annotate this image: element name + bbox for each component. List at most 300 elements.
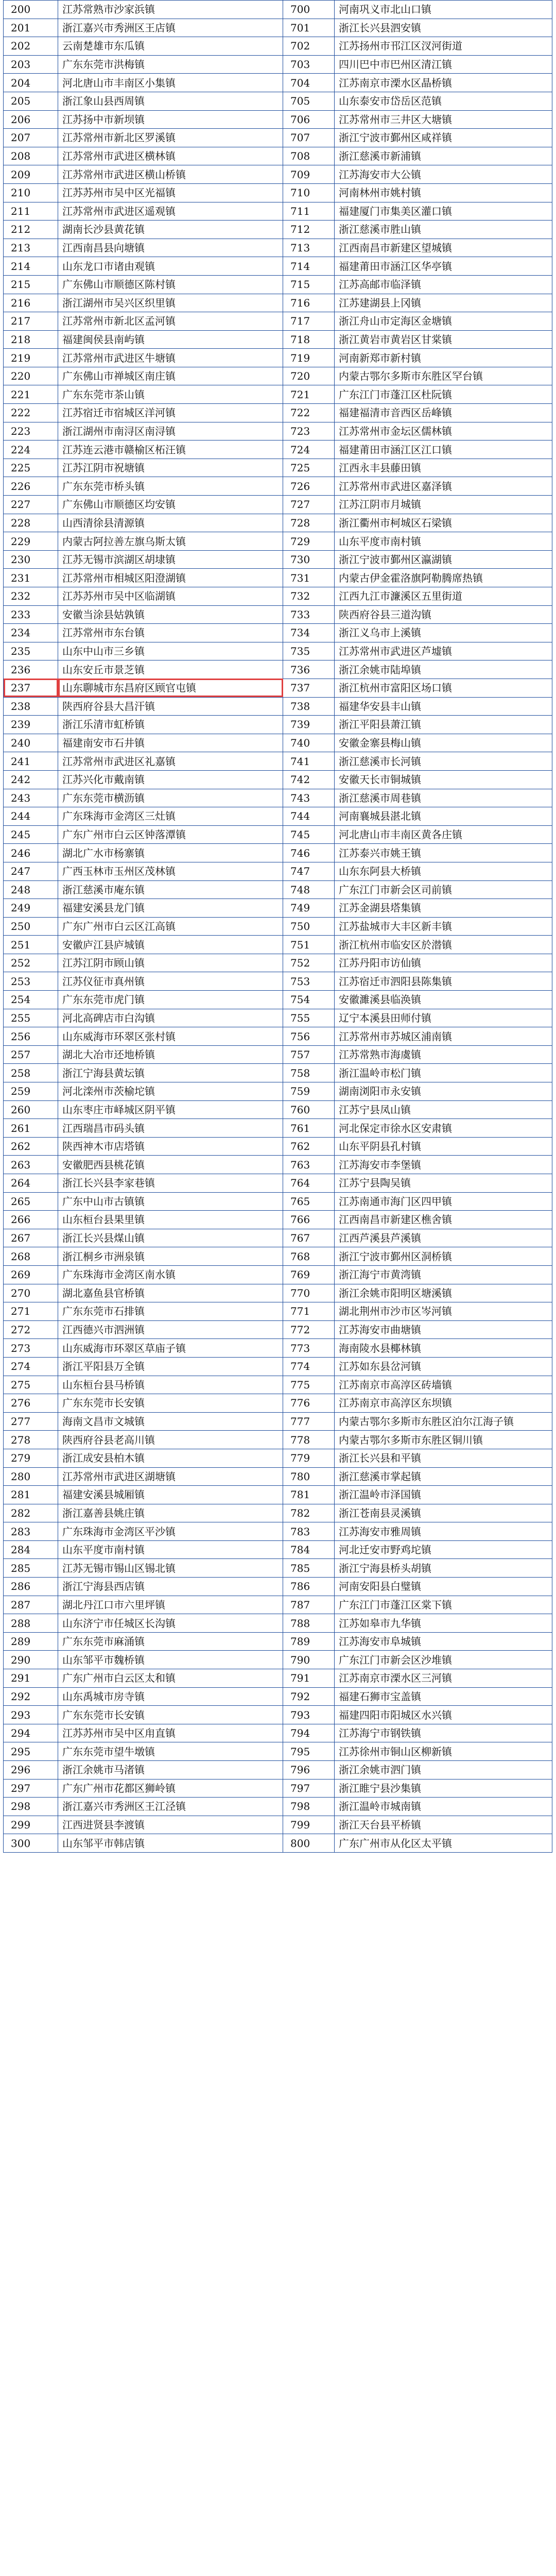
town-left-cell: 江西进贤县李渡镇 — [58, 1816, 283, 1834]
rank-right-cell: 718 — [283, 330, 335, 349]
rank-left-cell: 269 — [4, 1265, 58, 1284]
town-right-cell: 江苏南京市溧水区晶桥镇 — [335, 74, 552, 92]
town-left-cell: 江苏常州市相城区阳澄湖镇 — [58, 569, 283, 587]
town-right-cell: 江苏南京市溧水区三河镇 — [335, 1669, 552, 1688]
rank-left-cell: 250 — [4, 917, 58, 936]
table-row — [4, 716, 552, 734]
town-left-cell: 广东广州市白云区江高镇 — [58, 917, 283, 936]
town-left-cell: 福建安溪县城厢镇 — [58, 1486, 283, 1504]
rank-right-cell: 781 — [283, 1486, 335, 1504]
town-left-cell: 河北唐山市丰南区小集镇 — [58, 74, 283, 92]
rank-left-cell: 261 — [4, 1119, 58, 1138]
town-left-cell: 山东聊城市东昌府区顾官屯镇 — [58, 679, 283, 697]
rank-right-cell: 780 — [283, 1467, 335, 1486]
rank-left-cell: 256 — [4, 1027, 58, 1046]
town-left-cell: 江苏常州市武进区湖塘镇 — [58, 1467, 283, 1486]
table-row — [4, 367, 552, 385]
rank-right-cell: 794 — [283, 1724, 335, 1742]
town-right-cell: 内蒙古鄂尔多斯市东胜区罕台镇 — [335, 367, 552, 385]
table-row — [4, 1009, 552, 1027]
rank-left-cell: 202 — [4, 37, 58, 56]
rank-right-cell: 705 — [283, 92, 335, 110]
table-row — [4, 587, 552, 606]
town-right-cell: 江西芦溪县芦溪镇 — [335, 1229, 552, 1247]
town-right-cell: 江西南昌市新建区樵舍镇 — [335, 1211, 552, 1229]
rank-left-cell: 258 — [4, 1064, 58, 1082]
rank-right-cell: 730 — [283, 550, 335, 569]
rank-right-cell: 776 — [283, 1394, 335, 1413]
rank-left-cell: 288 — [4, 1614, 58, 1633]
rank-right-cell: 748 — [283, 880, 335, 899]
rank-left-cell: 217 — [4, 312, 58, 331]
table-row — [4, 1540, 552, 1559]
table-row — [4, 1265, 552, 1284]
table-row — [4, 569, 552, 587]
town-right-cell: 浙江苍南县灵溪镇 — [335, 1504, 552, 1522]
rank-right-cell: 767 — [283, 1229, 335, 1247]
rank-left-cell: 246 — [4, 844, 58, 862]
rank-left-cell: 214 — [4, 257, 58, 276]
town-right-cell: 江苏南京市高淳区砖墙镇 — [335, 1376, 552, 1394]
town-left-cell: 浙江嘉兴市秀洲区王江泾镇 — [58, 1798, 283, 1816]
town-left-cell: 浙江成安县柏木镇 — [58, 1449, 283, 1467]
town-left-cell: 江苏仪征市真州镇 — [58, 972, 283, 991]
town-right-cell: 浙江舟山市定海区金塘镇 — [335, 312, 552, 331]
town-right-cell: 安徽天长市铜城镇 — [335, 770, 552, 789]
table-row — [4, 19, 552, 37]
town-left-cell: 山东威海市环翠区张村镇 — [58, 1027, 283, 1046]
town-right-cell: 江苏南京市高淳区东坝镇 — [335, 1394, 552, 1413]
town-left-cell: 江苏无锡市滨湖区胡埭镇 — [58, 550, 283, 569]
town-right-cell: 江苏常熟市海虞镇 — [335, 1045, 552, 1064]
town-left-cell: 山西清徐县清源镇 — [58, 514, 283, 532]
town-right-cell: 安徽濉溪县临涣镇 — [335, 991, 552, 1009]
table-row — [4, 532, 552, 551]
town-right-cell: 河南襄城县湛北镇 — [335, 807, 552, 826]
town-right-cell: 辽宁本溪县田师付镇 — [335, 1009, 552, 1027]
table-row — [4, 1412, 552, 1431]
rank-left-cell: 255 — [4, 1009, 58, 1027]
town-left-cell: 云南楚雄市东瓜镇 — [58, 37, 283, 56]
table-row — [4, 330, 552, 349]
table-row — [4, 221, 552, 239]
town-left-cell: 江苏江阴市祝塘镇 — [58, 459, 283, 477]
town-right-cell: 内蒙古鄂尔多斯市东胜区铜川镇 — [335, 1431, 552, 1449]
town-right-cell: 浙江海宁市黄湾镇 — [335, 1265, 552, 1284]
table-row — [4, 1027, 552, 1046]
rank-right-cell: 763 — [283, 1156, 335, 1174]
rank-left-cell: 267 — [4, 1229, 58, 1247]
town-left-cell: 海南文昌市文城镇 — [58, 1412, 283, 1431]
town-left-cell: 广东东莞市望牛墩镇 — [58, 1742, 283, 1761]
rank-right-cell: 784 — [283, 1540, 335, 1559]
table-row — [4, 1174, 552, 1193]
table-row — [4, 789, 552, 807]
table-row — [4, 1522, 552, 1541]
rank-left-cell: 296 — [4, 1761, 58, 1780]
town-left-cell: 广东佛山市顺德区陈村镇 — [58, 275, 283, 294]
rank-right-cell: 786 — [283, 1578, 335, 1596]
table-row — [4, 1431, 552, 1449]
rank-right-cell: 724 — [283, 440, 335, 459]
town-right-cell: 江苏宿迁市泗阳县陈集镇 — [335, 972, 552, 991]
rank-left-cell: 295 — [4, 1742, 58, 1761]
town-right-cell: 浙江杭州市富阳区场口镇 — [335, 679, 552, 697]
rank-left-cell: 259 — [4, 1082, 58, 1101]
town-right-cell: 江苏常州市三井区大塘镇 — [335, 110, 552, 129]
town-left-cell: 山东威海市环翠区草庙子镇 — [58, 1339, 283, 1358]
rank-right-cell: 796 — [283, 1761, 335, 1780]
table-row — [4, 1100, 552, 1119]
table-row — [4, 1596, 552, 1614]
table-row — [4, 1816, 552, 1834]
rank-right-cell: 772 — [283, 1320, 335, 1339]
table-row — [4, 55, 552, 74]
rank-right-cell: 738 — [283, 697, 335, 716]
rank-right-cell: 757 — [283, 1045, 335, 1064]
table-row — [4, 1724, 552, 1742]
rank-right-cell: 710 — [283, 183, 335, 202]
rank-right-cell: 725 — [283, 459, 335, 477]
table-row — [4, 899, 552, 918]
rank-right-cell: 797 — [283, 1779, 335, 1798]
town-left-cell: 江苏常州市武进区横林镇 — [58, 147, 283, 165]
table-row — [4, 1669, 552, 1688]
town-left-cell: 山东桓台县马桥镇 — [58, 1376, 283, 1394]
rank-right-cell: 711 — [283, 202, 335, 221]
rank-left-cell: 274 — [4, 1357, 58, 1376]
town-left-cell: 江苏常熟市沙家浜镇 — [58, 1, 283, 19]
town-left-cell: 山东平度市南村镇 — [58, 1540, 283, 1559]
table-row — [4, 404, 552, 422]
town-right-cell: 江苏海安市阜城镇 — [335, 1632, 552, 1651]
town-left-cell: 湖北广水市杨寨镇 — [58, 844, 283, 862]
rank-right-cell: 722 — [283, 404, 335, 422]
rank-left-cell: 210 — [4, 183, 58, 202]
town-right-cell: 福建四阳市阳城区水兴镇 — [335, 1706, 552, 1724]
town-right-cell: 江苏徐州市铜山区柳新镇 — [335, 1742, 552, 1761]
table-row — [4, 1064, 552, 1082]
table-row — [4, 385, 552, 404]
rank-left-cell: 271 — [4, 1302, 58, 1321]
rank-left-cell: 275 — [4, 1376, 58, 1394]
town-left-cell: 山东禹城市房寺镇 — [58, 1687, 283, 1706]
town-left-cell: 安徽肥西县桃花镇 — [58, 1156, 283, 1174]
rank-right-cell: 700 — [283, 1, 335, 19]
table-row — [4, 1834, 552, 1853]
rank-left-cell: 252 — [4, 954, 58, 972]
rank-left-cell: 268 — [4, 1247, 58, 1266]
table-row — [4, 550, 552, 569]
town-right-cell: 江苏如东县岔河镇 — [335, 1357, 552, 1376]
rank-right-cell: 707 — [283, 129, 335, 147]
town-left-cell: 广东东莞市茶山镇 — [58, 385, 283, 404]
rank-right-cell: 756 — [283, 1027, 335, 1046]
town-right-cell: 湖北荆州市沙市区岑河镇 — [335, 1302, 552, 1321]
rank-right-cell: 741 — [283, 752, 335, 771]
town-right-cell: 浙江慈溪市新浦镇 — [335, 147, 552, 165]
table-row — [4, 679, 552, 697]
table-row — [4, 1798, 552, 1816]
town-right-cell: 江苏盐城市大丰区新丰镇 — [335, 917, 552, 936]
town-right-cell: 陕西府谷县三道沟镇 — [335, 605, 552, 624]
table-row — [4, 825, 552, 844]
town-left-cell: 陕西神木市店塔镇 — [58, 1137, 283, 1156]
rank-left-cell: 231 — [4, 569, 58, 587]
rank-left-cell: 298 — [4, 1798, 58, 1816]
rank-right-cell: 793 — [283, 1706, 335, 1724]
town-left-cell: 江苏连云港市赣榆区柘汪镇 — [58, 440, 283, 459]
rank-right-cell: 754 — [283, 991, 335, 1009]
town-right-cell: 江苏南通市海门区四甲镇 — [335, 1192, 552, 1211]
table-row — [4, 440, 552, 459]
rank-left-cell: 293 — [4, 1706, 58, 1724]
town-right-cell: 浙江杭州市临安区於潜镇 — [335, 936, 552, 954]
table-row — [4, 165, 552, 184]
town-right-cell: 浙江余姚市泗门镇 — [335, 1761, 552, 1780]
rank-right-cell: 751 — [283, 936, 335, 954]
town-left-cell: 陕西府谷县老高川镇 — [58, 1431, 283, 1449]
rank-left-cell: 260 — [4, 1100, 58, 1119]
rank-right-cell: 777 — [283, 1412, 335, 1431]
rank-left-cell: 281 — [4, 1486, 58, 1504]
town-right-cell: 浙江长兴县和平镇 — [335, 1449, 552, 1467]
rank-right-cell: 755 — [283, 1009, 335, 1027]
rank-right-cell: 764 — [283, 1174, 335, 1193]
rank-left-cell: 263 — [4, 1156, 58, 1174]
rank-right-cell: 787 — [283, 1596, 335, 1614]
town-left-cell: 广东东莞市桥头镇 — [58, 477, 283, 496]
town-right-cell: 江苏扬州市邗江区汊河街道 — [335, 37, 552, 56]
rank-left-cell: 207 — [4, 129, 58, 147]
town-left-cell: 广东东莞市麻涌镇 — [58, 1632, 283, 1651]
rank-right-cell: 789 — [283, 1632, 335, 1651]
rank-right-cell: 761 — [283, 1119, 335, 1138]
table-row — [4, 642, 552, 660]
town-right-cell: 江苏高邮市临泽镇 — [335, 275, 552, 294]
rank-left-cell: 253 — [4, 972, 58, 991]
rank-right-cell: 728 — [283, 514, 335, 532]
rank-left-cell: 233 — [4, 605, 58, 624]
rank-left-cell: 272 — [4, 1320, 58, 1339]
rank-left-cell: 223 — [4, 422, 58, 440]
town-left-cell: 江苏常州市新北区孟河镇 — [58, 312, 283, 331]
table-row — [4, 1211, 552, 1229]
rank-right-cell: 783 — [283, 1522, 335, 1541]
rank-right-cell: 779 — [283, 1449, 335, 1467]
rank-left-cell: 208 — [4, 147, 58, 165]
town-left-cell: 湖南长沙县黄花镇 — [58, 221, 283, 239]
town-right-cell: 江苏如皋市九华镇 — [335, 1614, 552, 1633]
town-right-cell: 浙江温岭市松门镇 — [335, 1064, 552, 1082]
table-row — [4, 459, 552, 477]
rank-right-cell: 736 — [283, 660, 335, 679]
town-left-cell: 江西南昌县向塘镇 — [58, 239, 283, 257]
town-right-cell: 湖南浏阳市永安镇 — [335, 1082, 552, 1101]
town-left-cell: 广东东莞市虎门镇 — [58, 991, 283, 1009]
town-right-cell: 福建华安县丰山镇 — [335, 697, 552, 716]
town-left-cell: 广东广州市花都区狮岭镇 — [58, 1779, 283, 1798]
rank-left-cell: 280 — [4, 1467, 58, 1486]
table-row — [4, 257, 552, 276]
town-left-cell: 浙江湖州市吴兴区织里镇 — [58, 294, 283, 312]
town-left-cell: 福建闽侯县南屿镇 — [58, 330, 283, 349]
rank-left-cell: 266 — [4, 1211, 58, 1229]
rank-right-cell: 712 — [283, 221, 335, 239]
town-left-cell: 江苏苏州市吴中区甪直镇 — [58, 1724, 283, 1742]
rank-right-cell: 747 — [283, 862, 335, 880]
table-row — [4, 1229, 552, 1247]
table-row — [4, 312, 552, 331]
rank-left-cell: 240 — [4, 734, 58, 752]
rank-left-cell: 211 — [4, 202, 58, 221]
rank-left-cell: 206 — [4, 110, 58, 129]
town-left-cell: 广东东莞市长安镇 — [58, 1706, 283, 1724]
town-left-cell: 浙江湖州市南浔区南浔镇 — [58, 422, 283, 440]
table-row — [4, 862, 552, 880]
town-left-cell: 江苏兴化市戴南镇 — [58, 770, 283, 789]
rank-right-cell: 734 — [283, 624, 335, 642]
table-body — [4, 1, 552, 1853]
town-left-cell: 湖北大冶市还地桥镇 — [58, 1045, 283, 1064]
rank-right-cell: 726 — [283, 477, 335, 496]
rank-right-cell: 758 — [283, 1064, 335, 1082]
rank-left-cell: 254 — [4, 991, 58, 1009]
town-left-cell: 浙江长兴县李家巷镇 — [58, 1174, 283, 1193]
table-row — [4, 917, 552, 936]
table-row — [4, 1504, 552, 1522]
rank-right-cell: 703 — [283, 55, 335, 74]
table-row — [4, 147, 552, 165]
table-row — [4, 92, 552, 110]
town-left-cell: 江苏扬中市新坝镇 — [58, 110, 283, 129]
town-right-cell: 江苏海宁市钢铁镇 — [335, 1724, 552, 1742]
town-right-cell: 浙江慈溪市周巷镇 — [335, 789, 552, 807]
town-left-cell: 江苏常州市武进区礼嘉镇 — [58, 752, 283, 771]
rank-left-cell: 276 — [4, 1394, 58, 1413]
table-row — [4, 605, 552, 624]
table-row — [4, 1284, 552, 1302]
rank-right-cell: 750 — [283, 917, 335, 936]
rank-right-cell: 752 — [283, 954, 335, 972]
table-row — [4, 697, 552, 716]
town-left-cell: 浙江嘉兴市秀洲区王店镇 — [58, 19, 283, 37]
town-left-cell: 江苏宿迁市宿城区洋河镇 — [58, 404, 283, 422]
rank-right-cell: 709 — [283, 165, 335, 184]
rank-left-cell: 287 — [4, 1596, 58, 1614]
town-left-cell: 广东佛山市顺德区均安镇 — [58, 496, 283, 514]
town-right-cell: 浙江余姚市阳明区塘溪镇 — [335, 1284, 552, 1302]
table-row — [4, 880, 552, 899]
town-left-cell: 广东广州市白云区太和镇 — [58, 1669, 283, 1688]
town-right-cell: 浙江慈溪市掌起镇 — [335, 1467, 552, 1486]
town-left-cell: 广东佛山市禅城区南庄镇 — [58, 367, 283, 385]
table-row — [4, 752, 552, 771]
town-left-cell: 广东东莞市洪梅镇 — [58, 55, 283, 74]
table-row — [4, 1706, 552, 1724]
rank-right-cell: 719 — [283, 349, 335, 367]
table-row — [4, 183, 552, 202]
town-right-cell: 福建福清市音西区岳峰镇 — [335, 404, 552, 422]
rank-left-cell: 289 — [4, 1632, 58, 1651]
table-row — [4, 239, 552, 257]
rank-left-cell: 205 — [4, 92, 58, 110]
town-right-cell: 广东江门市蓬江区杜阮镇 — [335, 385, 552, 404]
town-right-cell: 山东平阴县孔村镇 — [335, 1137, 552, 1156]
rank-left-cell: 229 — [4, 532, 58, 551]
table-row — [4, 1137, 552, 1156]
town-right-cell: 海南陵水县椰林镇 — [335, 1339, 552, 1358]
rank-right-cell: 743 — [283, 789, 335, 807]
town-right-cell: 浙江睢宁县沙集镇 — [335, 1779, 552, 1798]
rank-left-cell: 299 — [4, 1816, 58, 1834]
town-right-cell: 江苏宁县陶吴镇 — [335, 1174, 552, 1193]
table-row — [4, 129, 552, 147]
town-left-cell: 浙江乐清市虹桥镇 — [58, 716, 283, 734]
rank-left-cell: 291 — [4, 1669, 58, 1688]
rank-right-cell: 706 — [283, 110, 335, 129]
rank-right-cell: 749 — [283, 899, 335, 918]
rank-left-cell: 234 — [4, 624, 58, 642]
town-right-cell: 河北迁安市野鸡坨镇 — [335, 1540, 552, 1559]
table-row — [4, 1761, 552, 1780]
town-right-cell: 江西九江市濂溪区五里街道 — [335, 587, 552, 606]
rank-left-cell: 228 — [4, 514, 58, 532]
rank-left-cell: 237 — [4, 679, 58, 697]
rank-left-cell: 220 — [4, 367, 58, 385]
town-left-cell: 广东中山市古镇镇 — [58, 1192, 283, 1211]
town-left-cell: 浙江桐乡市洲泉镇 — [58, 1247, 283, 1266]
rank-right-cell: 721 — [283, 385, 335, 404]
rank-right-cell: 716 — [283, 294, 335, 312]
rank-right-cell: 708 — [283, 147, 335, 165]
rank-left-cell: 212 — [4, 221, 58, 239]
rank-right-cell: 766 — [283, 1211, 335, 1229]
rank-right-cell: 792 — [283, 1687, 335, 1706]
rank-right-cell: 791 — [283, 1669, 335, 1688]
rank-right-cell: 769 — [283, 1265, 335, 1284]
town-right-cell: 江苏江阴市月城镇 — [335, 496, 552, 514]
rank-right-cell: 746 — [283, 844, 335, 862]
rank-right-cell: 731 — [283, 569, 335, 587]
table-row — [4, 936, 552, 954]
town-left-cell: 江苏常州市武进区遥观镇 — [58, 202, 283, 221]
town-right-cell: 浙江衢州市柯城区石梁镇 — [335, 514, 552, 532]
rank-left-cell: 209 — [4, 165, 58, 184]
table-row — [4, 734, 552, 752]
town-right-cell: 江苏泰兴市姚王镇 — [335, 844, 552, 862]
rank-left-cell: 282 — [4, 1504, 58, 1522]
town-left-cell: 江苏苏州市吴中区光福镇 — [58, 183, 283, 202]
rank-right-cell: 720 — [283, 367, 335, 385]
table-row — [4, 1045, 552, 1064]
town-left-cell: 山东邹平市韩店镇 — [58, 1834, 283, 1853]
rank-left-cell: 227 — [4, 496, 58, 514]
rank-left-cell: 264 — [4, 1174, 58, 1193]
town-right-cell: 江苏常州市武进区芦墟镇 — [335, 642, 552, 660]
table-row — [4, 1376, 552, 1394]
town-left-cell: 江苏无锡市锡山区锡北镇 — [58, 1559, 283, 1578]
rank-left-cell: 225 — [4, 459, 58, 477]
town-right-cell: 浙江宁波市鄞州区洞桥镇 — [335, 1247, 552, 1266]
town-left-cell: 河北滦州市茨榆坨镇 — [58, 1082, 283, 1101]
town-right-cell: 广东广州市从化区太平镇 — [335, 1834, 552, 1853]
rank-left-cell: 232 — [4, 587, 58, 606]
rank-right-cell: 782 — [283, 1504, 335, 1522]
table-row — [4, 1449, 552, 1467]
rank-left-cell: 300 — [4, 1834, 58, 1853]
rank-right-cell: 732 — [283, 587, 335, 606]
